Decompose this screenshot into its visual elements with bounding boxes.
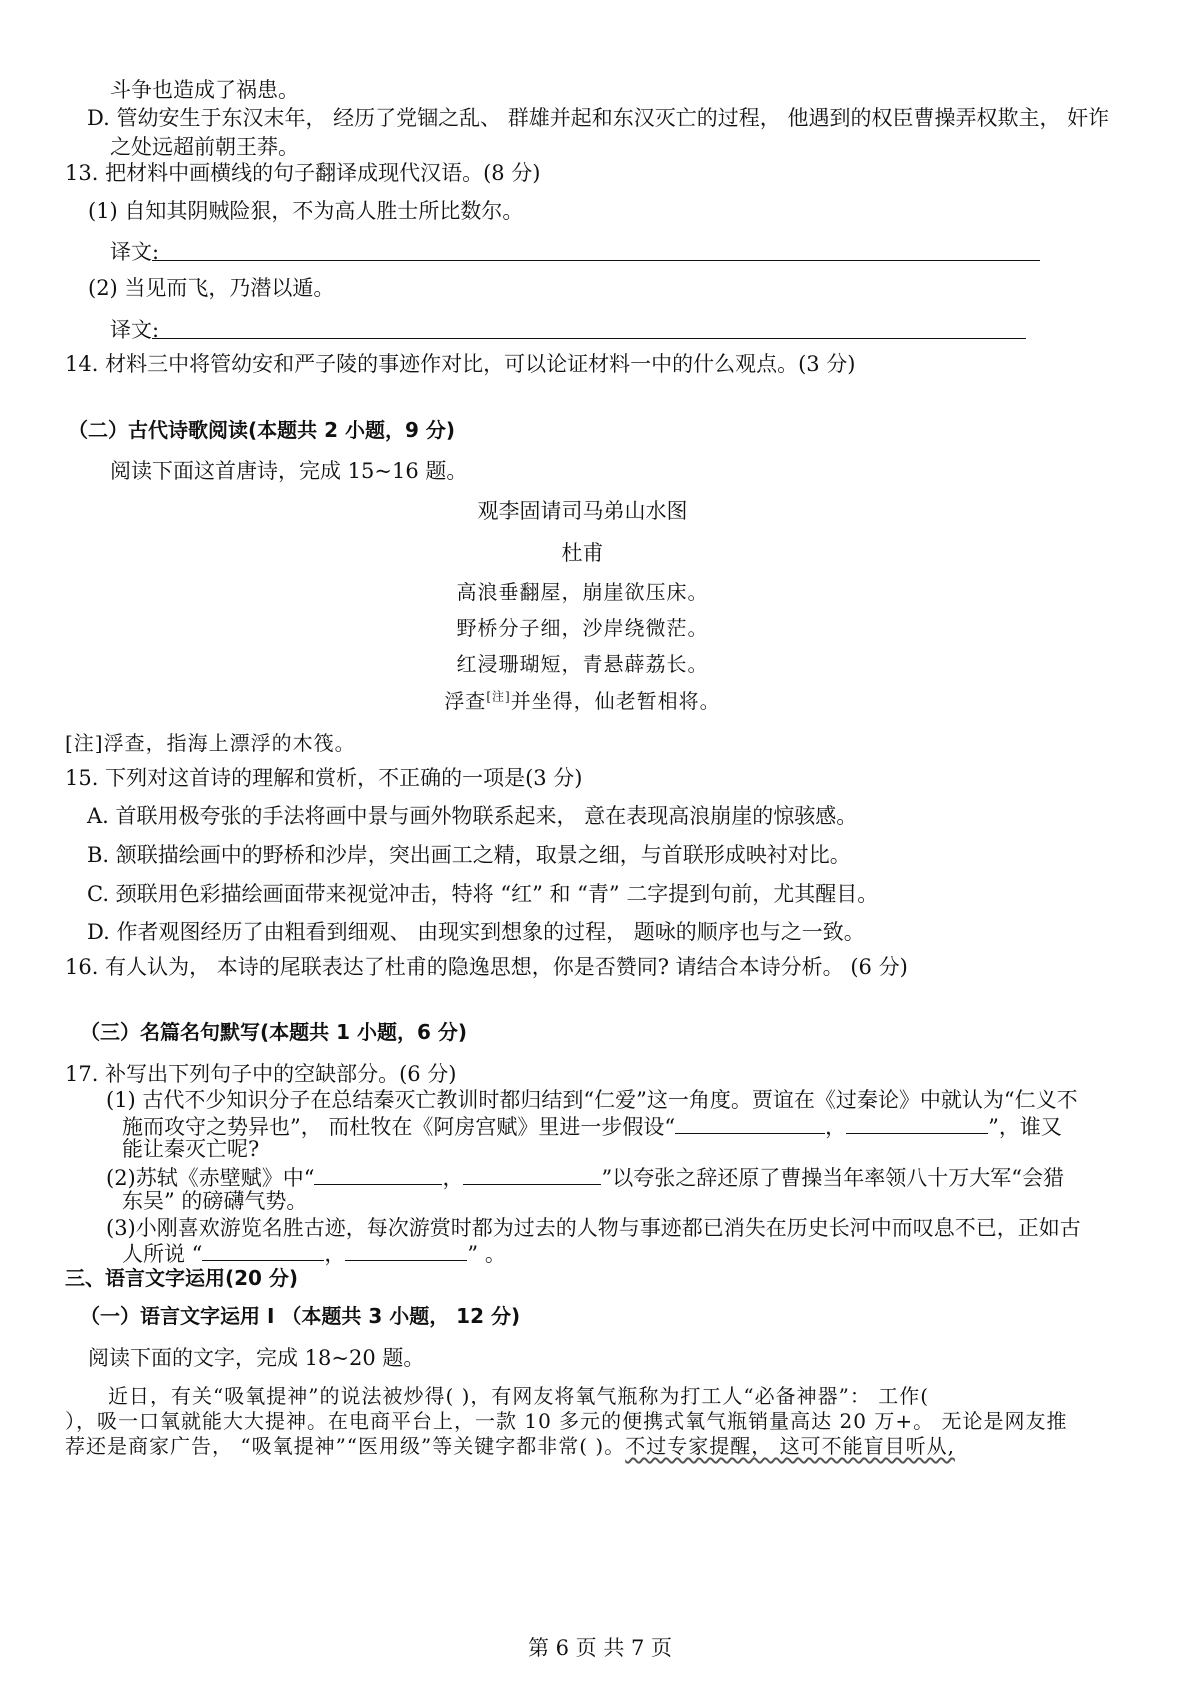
language-intro: 阅读下面的文字，完成 18~20 题。 — [88, 1346, 425, 1370]
passage-wavy-underlined-text: 不过专家提醒， 这可不能盲目听从, — [625, 1434, 955, 1458]
q17-1-blank-2[interactable] — [846, 1113, 988, 1134]
poem-line-4-start: 浮查 — [444, 689, 487, 713]
option-d-line-1: D. 管幼安生于东汉末年， 经历了党锢之乱、 群雄并起和东汉灭亡的过程， 他遇到的权臣曹操弄权欺主， 奸诈 — [87, 106, 1110, 130]
page-footer: 第 6 页 共 7 页 — [527, 1636, 673, 1660]
question-13: 13. 把材料中画横线的句子翻译成现代汉语。(8 分) — [65, 161, 541, 185]
question-17-3-line-2 — [122, 1240, 506, 1267]
q17-1-separator: ， — [825, 1115, 847, 1139]
q17-1-blank-1[interactable] — [675, 1113, 825, 1134]
question-16: 16. 有人认为， 本诗的尾联表达了杜甫的隐逸思想，你是否赞同? 请结合本诗分析。 (6 分) — [65, 955, 908, 979]
question-15-option-d: D. 作者观图经历了由粗看到细观、 由现实到想象的过程， 题咏的顺序也与之一致。 — [87, 920, 865, 944]
poem-title: 观李固请司马弟山水图 — [477, 499, 688, 523]
poem-author: 杜甫 — [561, 541, 604, 565]
section-heading-poetry: （二）古代诗歌阅读(本题共 2 小题，9 分) — [68, 418, 456, 442]
poem-line-4-end: 并坐得，仙老暂相将。 — [510, 689, 721, 713]
q17-3-text-before: 人所说 “ — [122, 1242, 203, 1266]
q17-3-separator: ， — [324, 1242, 346, 1266]
question-15-option-b: B. 颔联描绘画中的野桥和沙岸，突出画工之精，取景之细，与首联形成映衬对比。 — [87, 843, 851, 867]
q17-3-text-after: ” 。 — [467, 1242, 506, 1266]
translation-answer-line-2[interactable] — [152, 338, 1026, 339]
part-heading-language: 三、语言文字运用(20 分) — [65, 1266, 299, 1290]
poem-note-marker: [注] — [486, 689, 511, 704]
poetry-intro: 阅读下面这首唐诗，完成 15~16 题。 — [110, 459, 468, 483]
poem-line-3: 红浸珊瑚短，青悬薜荔长。 — [456, 652, 709, 676]
poem-line-4 — [0, 689, 1165, 713]
passage-line-3 — [65, 1434, 955, 1458]
question-17-1-line-2 — [122, 1113, 1062, 1140]
q17-2-blank-2[interactable] — [463, 1164, 601, 1185]
q17-2-text-after: ”以夸张之辞还原了曹操当年率领八十万大军“会猎 — [601, 1166, 1064, 1190]
question-15-option-c: C. 颈联用色彩描绘画面带来视觉冲击，特将 “红” 和 “青” 二字提到句前，尤其醒目。 — [87, 882, 879, 906]
question-17: 17. 补写出下列句子中的空缺部分。(6 分) — [65, 1062, 457, 1086]
question-15-option-a: A. 首联用极夸张的手法将画中景与画外物联系起来， 意在表现高浪崩崖的惊骇感。 — [87, 804, 858, 828]
translation-answer-line-1[interactable] — [152, 260, 1040, 261]
q17-1-text-before: 施而攻守之势异也”， 而杜牧在《阿房宫赋》里进一步假设“ — [122, 1115, 676, 1139]
poem-line-1: 高浪垂翻屋，崩崖欲压床。 — [456, 580, 709, 604]
question-17-2-line-2: 东吴” 的磅礴气势。 — [122, 1189, 308, 1213]
q17-2-separator: ， — [442, 1166, 464, 1190]
option-d-line-2: 之处远超前朝王莽。 — [110, 135, 299, 159]
translation-label-2: 译文: — [110, 318, 160, 342]
q17-2-blank-1[interactable] — [314, 1164, 442, 1185]
question-14: 14. 材料三中将管幼安和严子陵的事迹作对比，可以论证材料一中的什么观点。(3 分) — [65, 352, 856, 376]
question-17-3-line-1: (3)小刚喜欢游览名胜古迹，每次游赏时都为过去的人物与事迹都已消失在历史长河中而叹息不已，正如古 — [106, 1216, 1081, 1240]
translation-label-1: 译文: — [110, 240, 160, 264]
passage-line-1: 近日，有关“吸氧提神”的说法被炒得( )，有网友将氧气瓶称为打工人“必备神器”： 工作( — [108, 1384, 930, 1408]
q17-3-blank-2[interactable] — [345, 1240, 467, 1261]
question-13-sentence-2: (2) 当见而飞，乃潜以遁。 — [88, 276, 335, 300]
poem-line-2: 野桥分子细，沙岸绕微茫。 — [456, 616, 709, 640]
q17-3-blank-1[interactable] — [202, 1240, 324, 1261]
section-heading-recitation: （三）名篇名句默写(本题共 1 小题，6 分) — [80, 1020, 468, 1044]
question-17-1-line-1: (1) 古代不少知识分子在总结秦灭亡教训时都归结到“仁爱”这一角度。贾谊在《过秦论》中就认为“仁义不 — [106, 1088, 1078, 1112]
poem-note: [注]浮查，指海上漂浮的木筏。 — [65, 731, 356, 755]
question-17-2-line-1 — [106, 1164, 1064, 1191]
question-15: 15. 下列对这首诗的理解和赏析，不正确的一项是(3 分) — [65, 766, 583, 790]
passage-line-2: ），吸一口氧就能大大提神。在电商平台上，一款 10 多元的便携式氧气瓶销量高达 20 万+。 无论是网友推 — [65, 1409, 1068, 1433]
option-c-continuation: 斗争也造成了祸患。 — [110, 78, 299, 102]
q17-1-text-after: ”，谁又 — [988, 1115, 1062, 1139]
section-heading-language-1: （一）语言文字运用 Ⅰ （本题共 3 小题， 12 分) — [80, 1304, 521, 1328]
question-13-sentence-1: (1) 自知其阴贼险狠，不为高人胜士所比数尔。 — [88, 199, 524, 223]
passage-line-3-text: 荐还是商家广告， “吸氧提神”“医用级”等关键字都非常( )。 — [65, 1434, 626, 1458]
q17-2-text-before: (2)苏轼《赤壁赋》中“ — [106, 1166, 315, 1190]
question-17-1-line-3: 能让秦灭亡呢? — [122, 1137, 260, 1161]
